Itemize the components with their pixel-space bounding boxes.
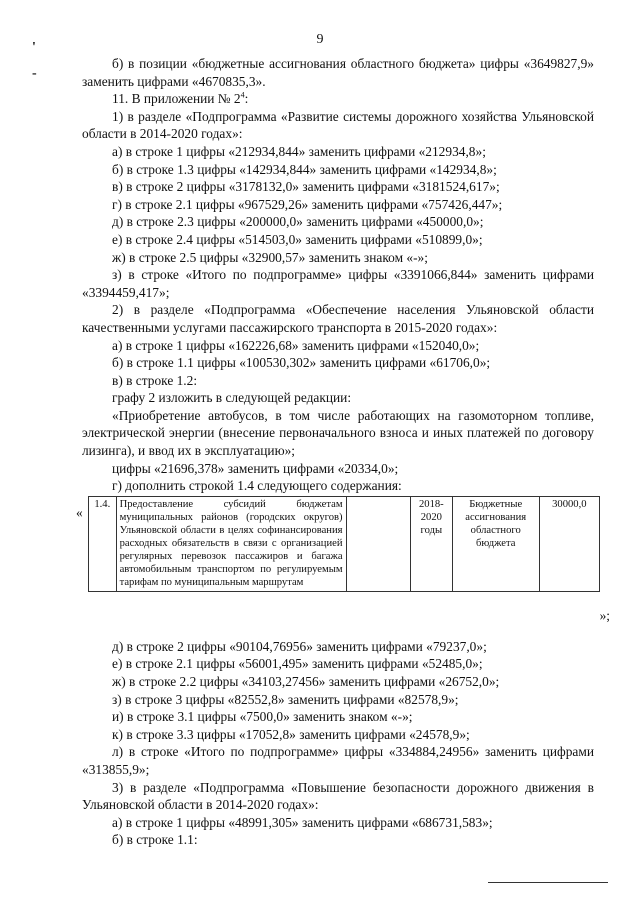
paragraph	[82, 55, 594, 90]
text-run: г) дополнить строкой 1.4 следующего содержания:	[112, 478, 402, 494]
paragraph	[82, 266, 594, 301]
text-run: ж) в строке 2.5 цифры «32900,57» заменить знаком «-»;	[112, 249, 428, 265]
superscript: 4	[240, 90, 245, 100]
text-run: в) в строке 1.2:	[112, 372, 198, 388]
row-blank-cell	[346, 496, 410, 591]
open-quote: «	[76, 504, 83, 520]
text-run: б) в строке 1.1 цифры «100530,302» заменить цифрами «61706,0»;	[112, 355, 491, 371]
row-description-cell: Предоставление субсидий бюджетам муниципальных районов (городских округов) Ульяновской области в целях софинансирования расходных обязательств в связи с организацией регулярных перевозок пассажиров и багажа автомобильным транспортом по регулируемым тарифам по муниципальным маршрутам	[116, 496, 346, 591]
paragraph	[82, 231, 594, 249]
text-run: 2) в разделе «Подпрограмма «Обеспечение населения Ульяновской области качественными услугами пассажирского транспорта в 2015-2020 годах»:	[82, 302, 594, 335]
text-run: б) в строке 1.1:	[112, 832, 198, 848]
paragraph	[82, 691, 594, 709]
text-run: а) в строке 1 цифры «162226,68» заменить цифрами «152040,0»;	[112, 337, 480, 353]
paragraph	[82, 743, 594, 778]
paragraph	[82, 337, 594, 355]
paragraph	[82, 726, 594, 744]
text-run: ж) в строке 2.2 цифры «34103,27456» заменить цифрами «26752,0»;	[112, 674, 500, 690]
inserted-row-table	[88, 496, 600, 592]
paragraph	[82, 638, 594, 656]
text-run: л) в строке «Итого по подпрограмме» цифры «334884,24956» заменить цифрами «313855,9»;	[82, 744, 594, 777]
paragraph	[82, 161, 594, 179]
paragraph	[82, 655, 594, 673]
paragraph	[82, 389, 594, 407]
text-run: и) в строке 3.1 цифры «7500,0» заменить знаком «-»;	[112, 709, 413, 725]
table-row	[89, 496, 600, 591]
text-run: б) в позиции «бюджетные ассигнования областного бюджета» цифры «3649827,9» заменить цифрами «4670835,3».	[82, 56, 594, 89]
paragraph	[82, 213, 594, 231]
inserted-row-block	[76, 496, 610, 636]
text-run: е) в строке 2.1 цифры «56001,495» заменить цифрами «52485,0»;	[112, 656, 483, 672]
page-number: 9	[316, 32, 324, 47]
paragraph	[82, 779, 594, 814]
margin-mark: -	[32, 66, 37, 81]
text-run: д) в строке 2 цифры «90104,76956» заменить цифрами «79237,0»;	[112, 638, 487, 654]
text-run: з) в строке «Итого по подпрограмме» цифры «3391066,844» заменить цифрами «3394459,417»;	[82, 267, 594, 300]
text-run: цифры «21696,378» заменить цифрами «20334,0»;	[112, 460, 399, 476]
paragraphs-after-table	[82, 638, 594, 849]
close-quote: »;	[599, 607, 610, 623]
footer-rule	[488, 882, 608, 883]
text-run: 11. В приложении № 2	[112, 91, 241, 107]
paragraphs-before-table	[82, 55, 594, 495]
text-run: а) в строке 1 цифры «212934,844» заменить цифрами «212934,8»;	[112, 143, 486, 159]
text-run: 3) в разделе «Подпрограмма «Повышение безопасности дорожного движения в Ульяновской области в 2014-2020 годах»:	[82, 779, 594, 813]
paragraph	[82, 354, 594, 372]
paragraph	[82, 708, 594, 726]
paragraph	[82, 372, 594, 390]
paragraph	[82, 814, 594, 832]
row-number-cell: 1.4.	[89, 496, 117, 591]
paragraph	[82, 477, 594, 495]
text-run: е) в строке 2.4 цифры «514503,0» заменить цифрами «510899,0»;	[112, 231, 483, 247]
row-years-cell: 2018-2020 годы	[410, 496, 452, 591]
paragraph	[82, 178, 594, 196]
paragraph	[82, 143, 594, 161]
paragraph	[82, 249, 594, 267]
text-run: б) в строке 1.3 цифры «142934,844» заменить цифрами «142934,8»;	[112, 161, 497, 177]
text-run: к) в строке 3.3 цифры «17052,8» заменить цифрами «24578,9»;	[112, 726, 470, 742]
text-run: з) в строке 3 цифры «82552,8» заменить цифрами «82578,9»;	[112, 691, 459, 707]
text-run: в) в строке 2 цифры «3178132,0» заменить цифрами «3181524,617»;	[112, 179, 500, 195]
text-run: «Приобретение автобусов, в том числе работающих на газомоторном топливе, электрической энергии (внесение первоначального взноса и иных платежей по договору лизинга), и ввод их в эксплуатацию»;	[82, 407, 594, 459]
margin-mark: '	[32, 40, 36, 55]
row-amount-cell: 30000,0	[539, 496, 599, 591]
paragraph	[82, 460, 594, 478]
paragraph	[82, 196, 594, 214]
paragraph	[82, 673, 594, 691]
text-run: :	[244, 91, 249, 107]
paragraph	[82, 90, 594, 108]
text-run: а) в строке 1 цифры «48991,305» заменить цифрами «686731,583»;	[112, 814, 493, 830]
paragraph	[82, 831, 594, 849]
text-run: 1) в разделе «Подпрограмма «Развитие системы дорожного хозяйства Ульяновской области в 2014-2020 годах»:	[82, 108, 594, 142]
document-body	[76, 55, 610, 849]
paragraph	[82, 301, 594, 336]
text-run: д) в строке 2.3 цифры «200000,0» заменить цифрами «450000,0»;	[112, 214, 484, 230]
row-source-cell: Бюджетные ассигнования областного бюджета	[452, 496, 539, 591]
paragraph	[82, 407, 594, 460]
text-run: г) в строке 2.1 цифры «967529,26» заменить цифрами «757426,447»;	[112, 196, 503, 212]
text-run: графу 2 изложить в следующей редакции:	[112, 390, 352, 406]
paragraph	[82, 108, 594, 143]
